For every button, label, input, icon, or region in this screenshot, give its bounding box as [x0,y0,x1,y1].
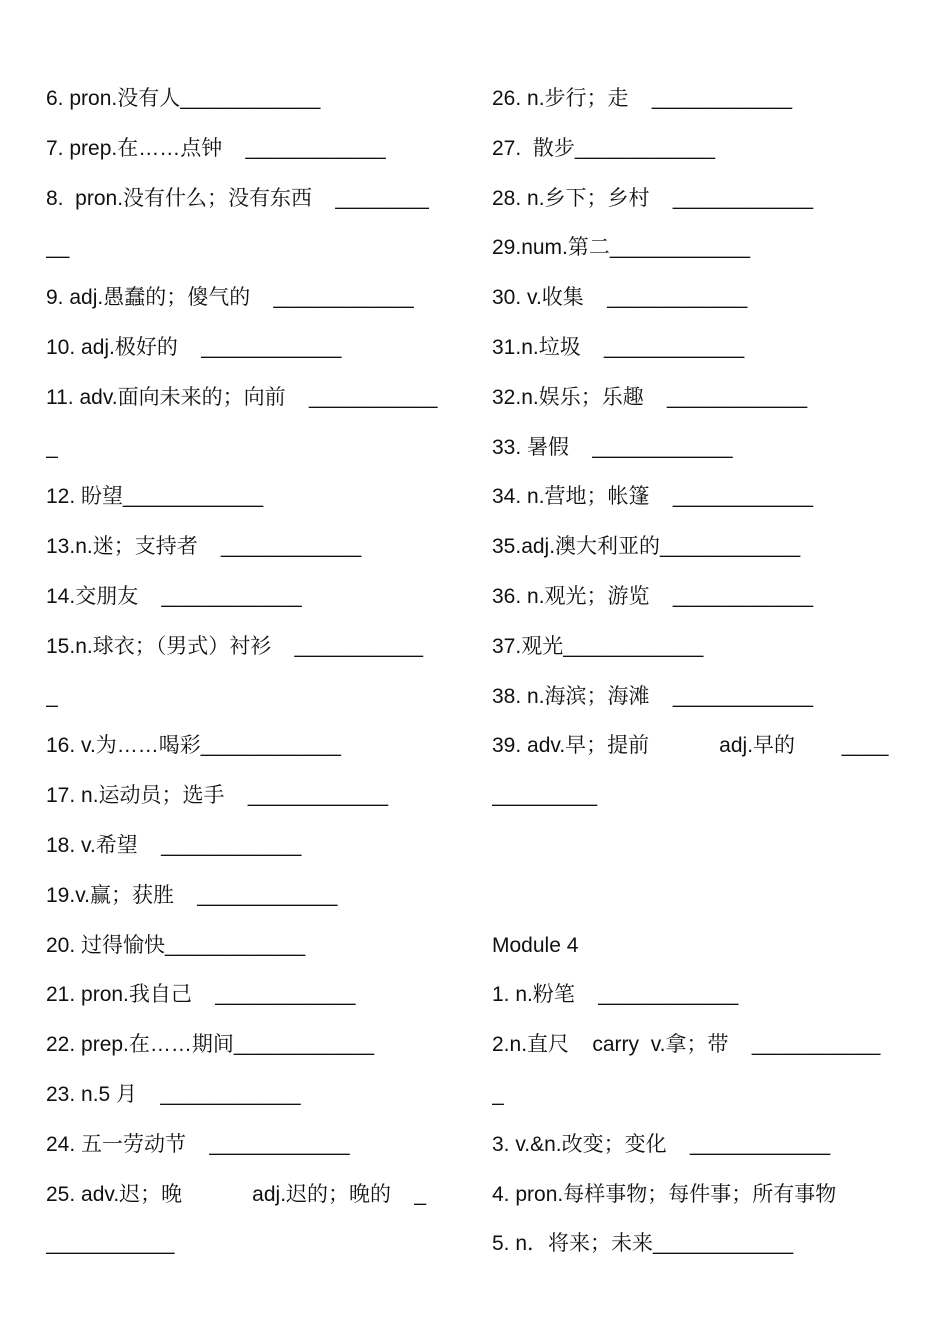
vocab-line: 21. pron.我自己 ____________ [46,983,356,1007]
vocab-line: 20. 过得愉快____________ [46,933,306,957]
vocab-line: 10. adj.极好的 ____________ [46,335,342,359]
vocab-line: 15.n.球衣；（男式）衬衫 ___________ [46,634,424,658]
vocab-line: 16. v.为……喝彩____________ [46,734,341,758]
vocab-line: 11. adv.面向未来的；向前 ___________ [46,385,438,409]
vocab-line: 7. prep.在……点钟 ____________ [46,136,386,160]
vocab-line: 28. n.乡下；乡村 ____________ [492,186,814,210]
blank-line [492,831,906,881]
vocab-line: 9. adj.愚蠢的；傻气的 ____________ [46,286,414,310]
vocab-line: 29.num.第二____________ [492,236,751,260]
vocab-line: 33. 暑假 ____________ [492,435,733,459]
vocab-line: 23. n.5 月 ____________ [46,1082,301,1106]
vocab-line: 36. n.观光；游览 ____________ [492,584,814,608]
vocab-line: _________ [492,784,598,808]
vocab-line: 19.v.赢；获胜 ____________ [46,883,338,907]
vocab-line: 24. 五一劳动节 ____________ [46,1132,350,1156]
vocab-line: 32.n.娱乐；乐趣 ____________ [492,385,808,409]
vocab-line: 30. v.收集 ____________ [492,286,748,310]
vocab-line: 14.交朋友 ____________ [46,584,302,608]
vocab-line: ___________ [46,1232,175,1256]
vocab-line: 25. adv.迟；晚 adj.迟的；晚的 _ [46,1182,427,1206]
vocab-line: 12. 盼望____________ [46,485,264,509]
vocab-line: _ [46,435,58,459]
blank-line [492,881,906,931]
vocab-line: 31.n.垃圾 ____________ [492,335,745,359]
vocab-line: 6. pron.没有人____________ [46,87,321,110]
vocab-line: 39. adv.早；提前 adj.早的 ____ [492,734,889,758]
vocab-line: _ [492,1082,504,1106]
left-column [46,84,460,1279]
vocab-line: 3. v.&n.改变；变化 ____________ [492,1132,831,1156]
vocab-line: 8. pron.没有什么；没有东西 ________ [46,186,429,210]
vocab-line: 13.n.迷；支持者 ____________ [46,535,362,559]
vocab-line: 38. n.海滨；海滩 ____________ [492,684,814,708]
vocab-line: __ [46,236,70,260]
vocab-line: 37.观光____________ [492,634,704,658]
vocab-line: 34. n.营地；帐篷 ____________ [492,485,814,509]
vocab-line: 27. 散步____________ [492,136,716,160]
vocab-line: 18. v.希望 ____________ [46,833,302,857]
module-heading: Module 4 [492,933,579,957]
vocab-line: 4. pron.每样事物；每件事；所有事物 [492,1182,837,1206]
vocab-line: _ [46,684,58,708]
right-column [492,84,906,1279]
vocab-line: 35.adj.澳大利亚的____________ [492,535,801,559]
vocab-line: 22. prep.在……期间____________ [46,1033,375,1057]
vocab-line: 17. n.运动员；选手 ____________ [46,784,389,808]
vocab-line: 1. n.粉笔 ____________ [492,983,739,1007]
vocab-line: 5. n．将来；未来____________ [492,1232,794,1256]
vocab-line: 2.n.直尺 carry v.拿；带 ___________ [492,1033,881,1057]
vocab-line: 26. n.步行；走 ____________ [492,87,793,110]
